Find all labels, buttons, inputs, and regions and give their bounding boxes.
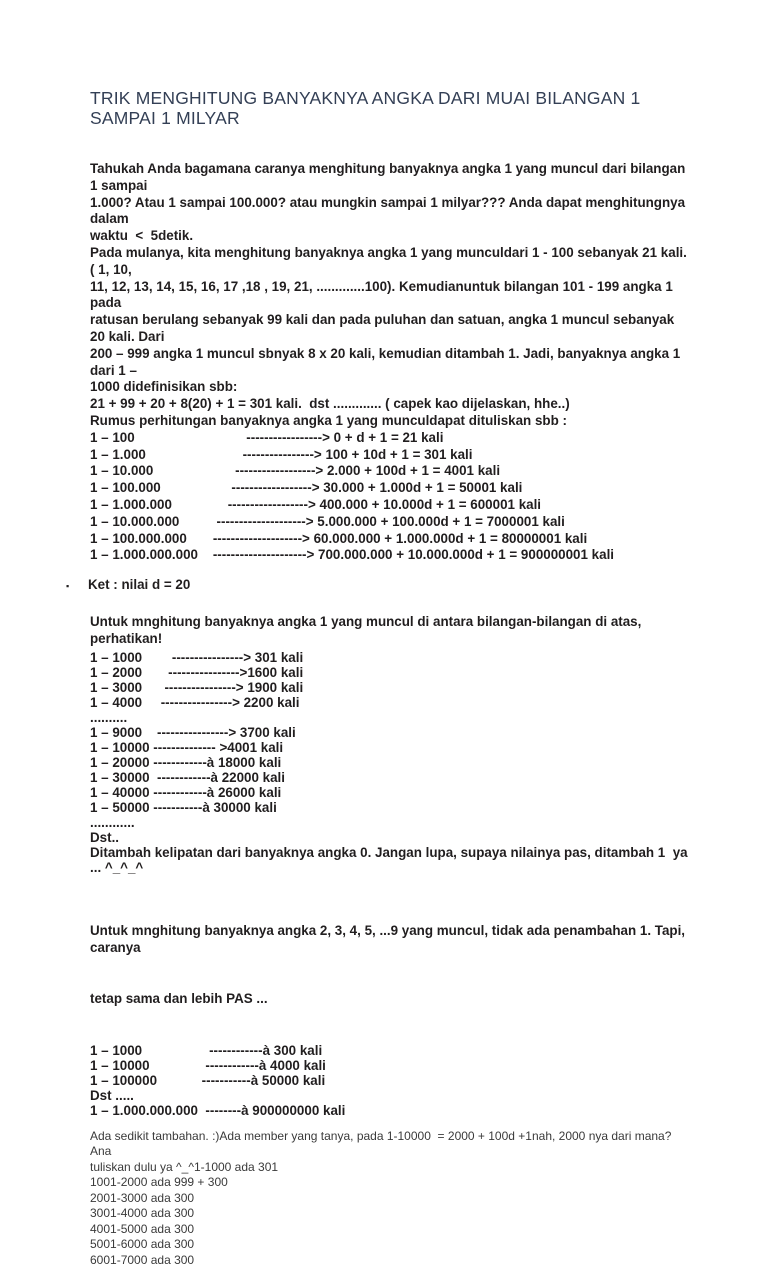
digit1-count-list: [90, 650, 690, 875]
formula-row: 1 – 10.000 ------------------> 2.000 + 100d + 1 = 4001 kali: [90, 463, 501, 479]
count-row: ............: [90, 814, 135, 830]
count-row: 1 – 10000 -------------- >4001 kali: [90, 739, 284, 755]
formula-row: 1 – 100 -----------------> 0 + d + 1 = 21 kali: [90, 429, 444, 445]
count-row: 1 – 4000 ----------------> 2200 kali: [90, 694, 300, 710]
formula-row: 1 – 100.000.000 --------------------> 60.000.000 + 1.000.000d + 1 = 80000001 kali: [90, 530, 588, 546]
paragraph-line: Tahukah Anda bagamana caranya menghitung banyaknya angka 1 yang muncul dari bilangan 1 sampai: [90, 161, 690, 193]
list2-heading: [90, 890, 690, 1041]
paragraph-line: waktu < 5detik.: [90, 228, 194, 244]
rumus-formula-list: [90, 430, 690, 564]
other-digits-count-list: [90, 1043, 690, 1118]
count-row: 1 – 30000 ------------à 22000 kali: [90, 769, 285, 785]
addendum-line: 1001-2000 ada 999 + 300: [90, 1175, 228, 1190]
count-row: 1 – 10000 ------------à 4000 kali: [90, 1057, 326, 1073]
count-row: 1 – 20000 ------------à 18000 kali: [90, 754, 282, 770]
count-row: 1 – 1.000.000.000 --------à 900000000 kali: [90, 1102, 346, 1118]
intro-paragraphs: [90, 161, 690, 430]
count-row: 1 – 9000 ----------------> 3700 kali: [90, 724, 296, 740]
formula-row: 1 – 10.000.000 --------------------> 5.000.000 + 100.000d + 1 = 7000001 kali: [90, 513, 565, 529]
count-row: 1 – 40000 ------------à 26000 kali: [90, 784, 282, 800]
heading-line: Untuk mnghitung banyaknya angka 2, 3, 4, 5, ...9 yang muncul, tidak ada penambahan 1. Tapi, caranya: [90, 923, 689, 956]
addendum-line: 2001-3000 ada 300: [90, 1190, 195, 1205]
paragraph-line: 11, 12, 13, 14, 15, 16, 17 ,18 , 19, 21, .............100). Kemudianuntuk bilangan 101 - 199 angka 1 pada: [90, 278, 677, 311]
addendum-paragraph: [90, 1129, 690, 1268]
count-row: 1 – 1000 ------------à 300 kali: [90, 1042, 323, 1058]
count-row: Dst .....: [90, 1087, 134, 1103]
paragraph-line: Rumus perhitungan banyaknya angka 1 yang munculdapat dituliskan sbb :: [90, 412, 567, 428]
count-row: 1 – 50000 -----------à 30000 kali: [90, 799, 277, 815]
addendum-line: tuliskan dulu ya ^_^1-1000 ada 301: [90, 1159, 279, 1174]
paragraph-line: Pada mulanya, kita menghitung banyaknya angka 1 yang munculdari 1 - 100 sebanyak 21 kali. ( 1, 10,: [90, 244, 691, 277]
count-row: 1 – 100000 -----------à 50000 kali: [90, 1072, 326, 1088]
count-row: 1 – 1000 ----------------> 301 kali: [90, 649, 304, 665]
addendum-line: 5001-6000 ada 300: [90, 1237, 195, 1252]
addendum-line: Ada sedikit tambahan. :)Ada member yang tanya, pada 1-10000 = 2000 + 100d +1nah, 2000 nya dari mana?Ana: [90, 1128, 672, 1159]
square-bullet-icon: ▪: [66, 581, 70, 592]
formula-row: 1 – 1.000.000 ------------------> 400.000 + 10.000d + 1 = 600001 kali: [90, 496, 542, 512]
formula-row: 1 – 100.000 ------------------> 30.000 + 1.000d + 1 = 50001 kali: [90, 480, 523, 496]
count-row: Ditambah kelipatan dari banyaknya angka 0. Jangan lupa, supaya nilainya pas, ditambah 1 ya ... ^_^_^: [90, 844, 692, 875]
formula-row: 1 – 1.000 ----------------> 100 + 10d + 1 = 301 kali: [90, 446, 473, 462]
addendum-line: 6001-7000 ada 300: [90, 1252, 195, 1267]
ket-note: [66, 577, 690, 593]
count-row: ..........: [90, 709, 128, 725]
paragraph-line: 200 – 999 angka 1 muncul sbnyak 8 x 20 kali, kemudian ditambah 1. Jadi, banyaknya angka 1 dari 1 –: [90, 345, 684, 378]
document-content: [66, 88, 692, 1268]
paragraph-line: 1000 didefinisikan sbb:: [90, 379, 238, 395]
list1-heading: Untuk mnghitung banyaknya angka 1 yang muncul di antara bilangan-bilangan di atas, perhatikan!: [90, 614, 646, 646]
addendum-line: 3001-4000 ada 300: [90, 1206, 195, 1221]
count-row: 1 – 3000 ----------------> 1900 kali: [90, 679, 304, 695]
heading-line: tetap sama dan lebih PAS ...: [90, 990, 268, 1006]
paragraph-line: ratusan berulang sebanyak 99 kali dan pada puluhan dan satuan, angka 1 muncul sebanyak 20 kali. Dari: [90, 312, 678, 344]
paragraph-line: 21 + 99 + 20 + 8(20) + 1 = 301 kali. dst ............. ( capek kao dijelaskan, hhe..): [90, 396, 570, 412]
ket-note-text: Ket : nilai d = 20: [88, 577, 191, 593]
count-row: Dst..: [90, 829, 120, 845]
count-row: 1 – 2000 ---------------->1600 kali: [90, 664, 304, 680]
addendum-line: 4001-5000 ada 300: [90, 1221, 195, 1236]
formula-row: 1 – 1.000.000.000 ---------------------> 700.000.000 + 10.000.000d + 1 = 900000001 kali: [90, 547, 615, 563]
document-title: TRIK MENGHITUNG BANYAKNYA ANGKA DARI MUAI BILANGAN 1 SAMPAI 1 MILYAR: [90, 88, 646, 128]
paragraph-line: 1.000? Atau 1 sampai 100.000? atau mungkin sampai 1 milyar??? Anda dapat menghitungnya dalam: [90, 194, 689, 227]
